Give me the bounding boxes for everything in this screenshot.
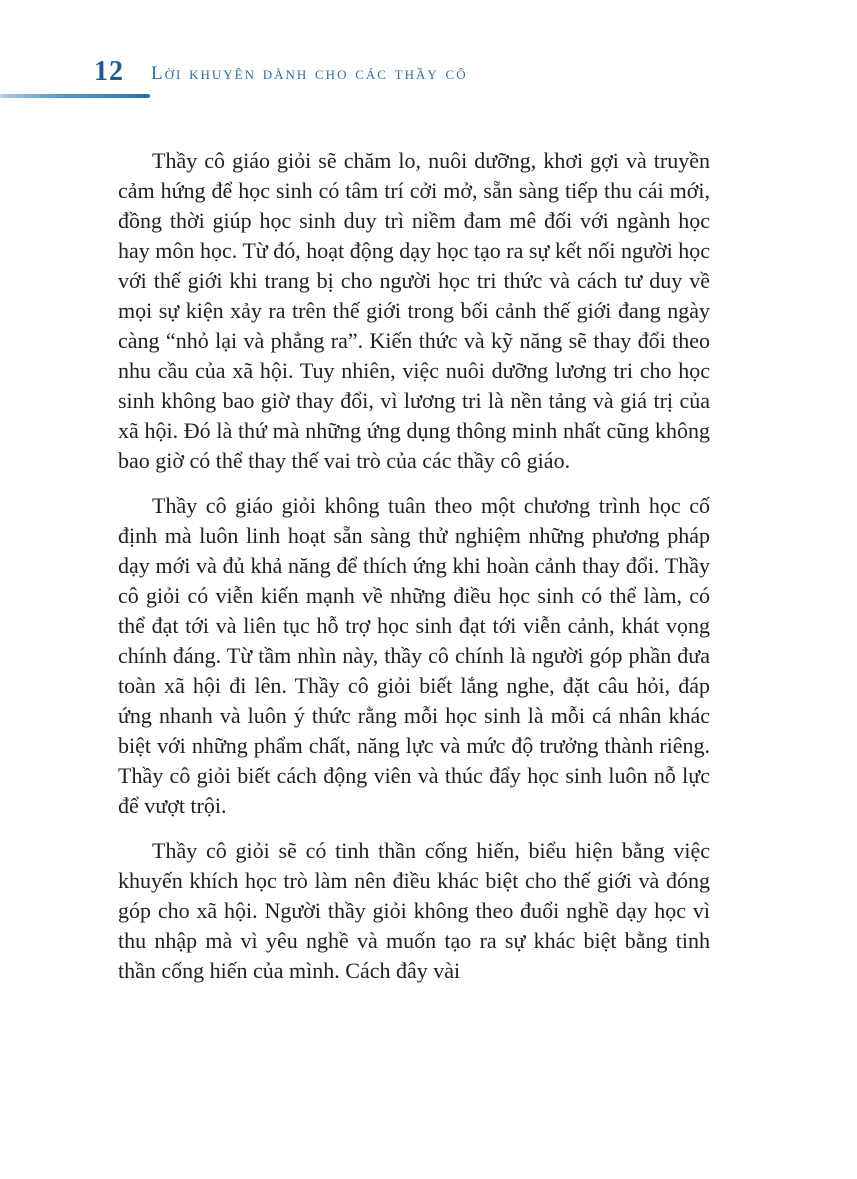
body-paragraph-1: Thầy cô giáo giỏi sẽ chăm lo, nuôi dưỡng, khơi gợi và truyền cảm hứng để học sinh có tâm trí cởi mở, sẵn sàng tiếp thu cái mới, đồng thời giúp học sinh duy trì niềm đam mê đối với ngành học hay môn học. Từ đó, hoạt động dạy học tạo ra sự kết nối người học với thế giới khi trang bị cho người học tri thức và cách tư duy về mọi sự kiện xảy ra trên thế giới trong bối cảnh thế giới đang ngày càng “nhỏ lại và phẳng ra”. Kiến thức và kỹ năng sẽ thay đổi theo nhu cầu của xã hội. Tuy nhiên, việc nuôi dưỡng lương tri cho học sinh không bao giờ thay đổi, vì lương tri là nền tảng và giá trị của xã hội. Đó là thứ mà những ứng dụng thông minh nhất cũng không bao giờ có thể thay thế vai trò của các thầy cô giáo. (118, 148, 710, 473)
header-rule-divider (0, 94, 150, 98)
page-body (118, 146, 710, 1001)
body-paragraph-3: Thầy cô giỏi sẽ có tinh thần cống hiến, biểu hiện bằng việc khuyến khích học trò làm nên điều khác biệt cho thế giới và đóng góp cho xã hội. Người thầy giỏi không theo đuổi nghề dạy học vì thu nhập mà vì yêu nghề và muốn tạo ra sự khác biệt bằng tinh thần cống hiến của mình. Cách đây vài (118, 838, 710, 983)
body-paragraph-2: Thầy cô giáo giỏi không tuân theo một chương trình học cố định mà luôn linh hoạt sẵn sàng thử nghiệm những phương pháp dạy mới và đủ khả năng để thích ứng khi hoàn cảnh thay đổi. Thầy cô giỏi có viễn kiến mạnh về những điều học sinh có thể làm, có thể đạt tới và liên tục hỗ trợ học sinh đạt tới viễn cảnh, khát vọng chính đáng. Từ tầm nhìn này, thầy cô chính là người góp phần đưa toàn xã hội đi lên. Thầy cô giỏi biết lắng nghe, đặt câu hỏi, đáp ứng nhanh và luôn ý thức rằng mỗi học sinh là mỗi cá nhân khác biệt với những phẩm chất, năng lực và mức độ trưởng thành riêng. Thầy cô giỏi biết cách động viên và thúc đẩy học sinh luôn nỗ lực để vượt trội. (118, 493, 710, 818)
page-number: 12 (94, 56, 124, 87)
running-title: Lời khuyên dành cho các thầy cô (151, 63, 468, 84)
